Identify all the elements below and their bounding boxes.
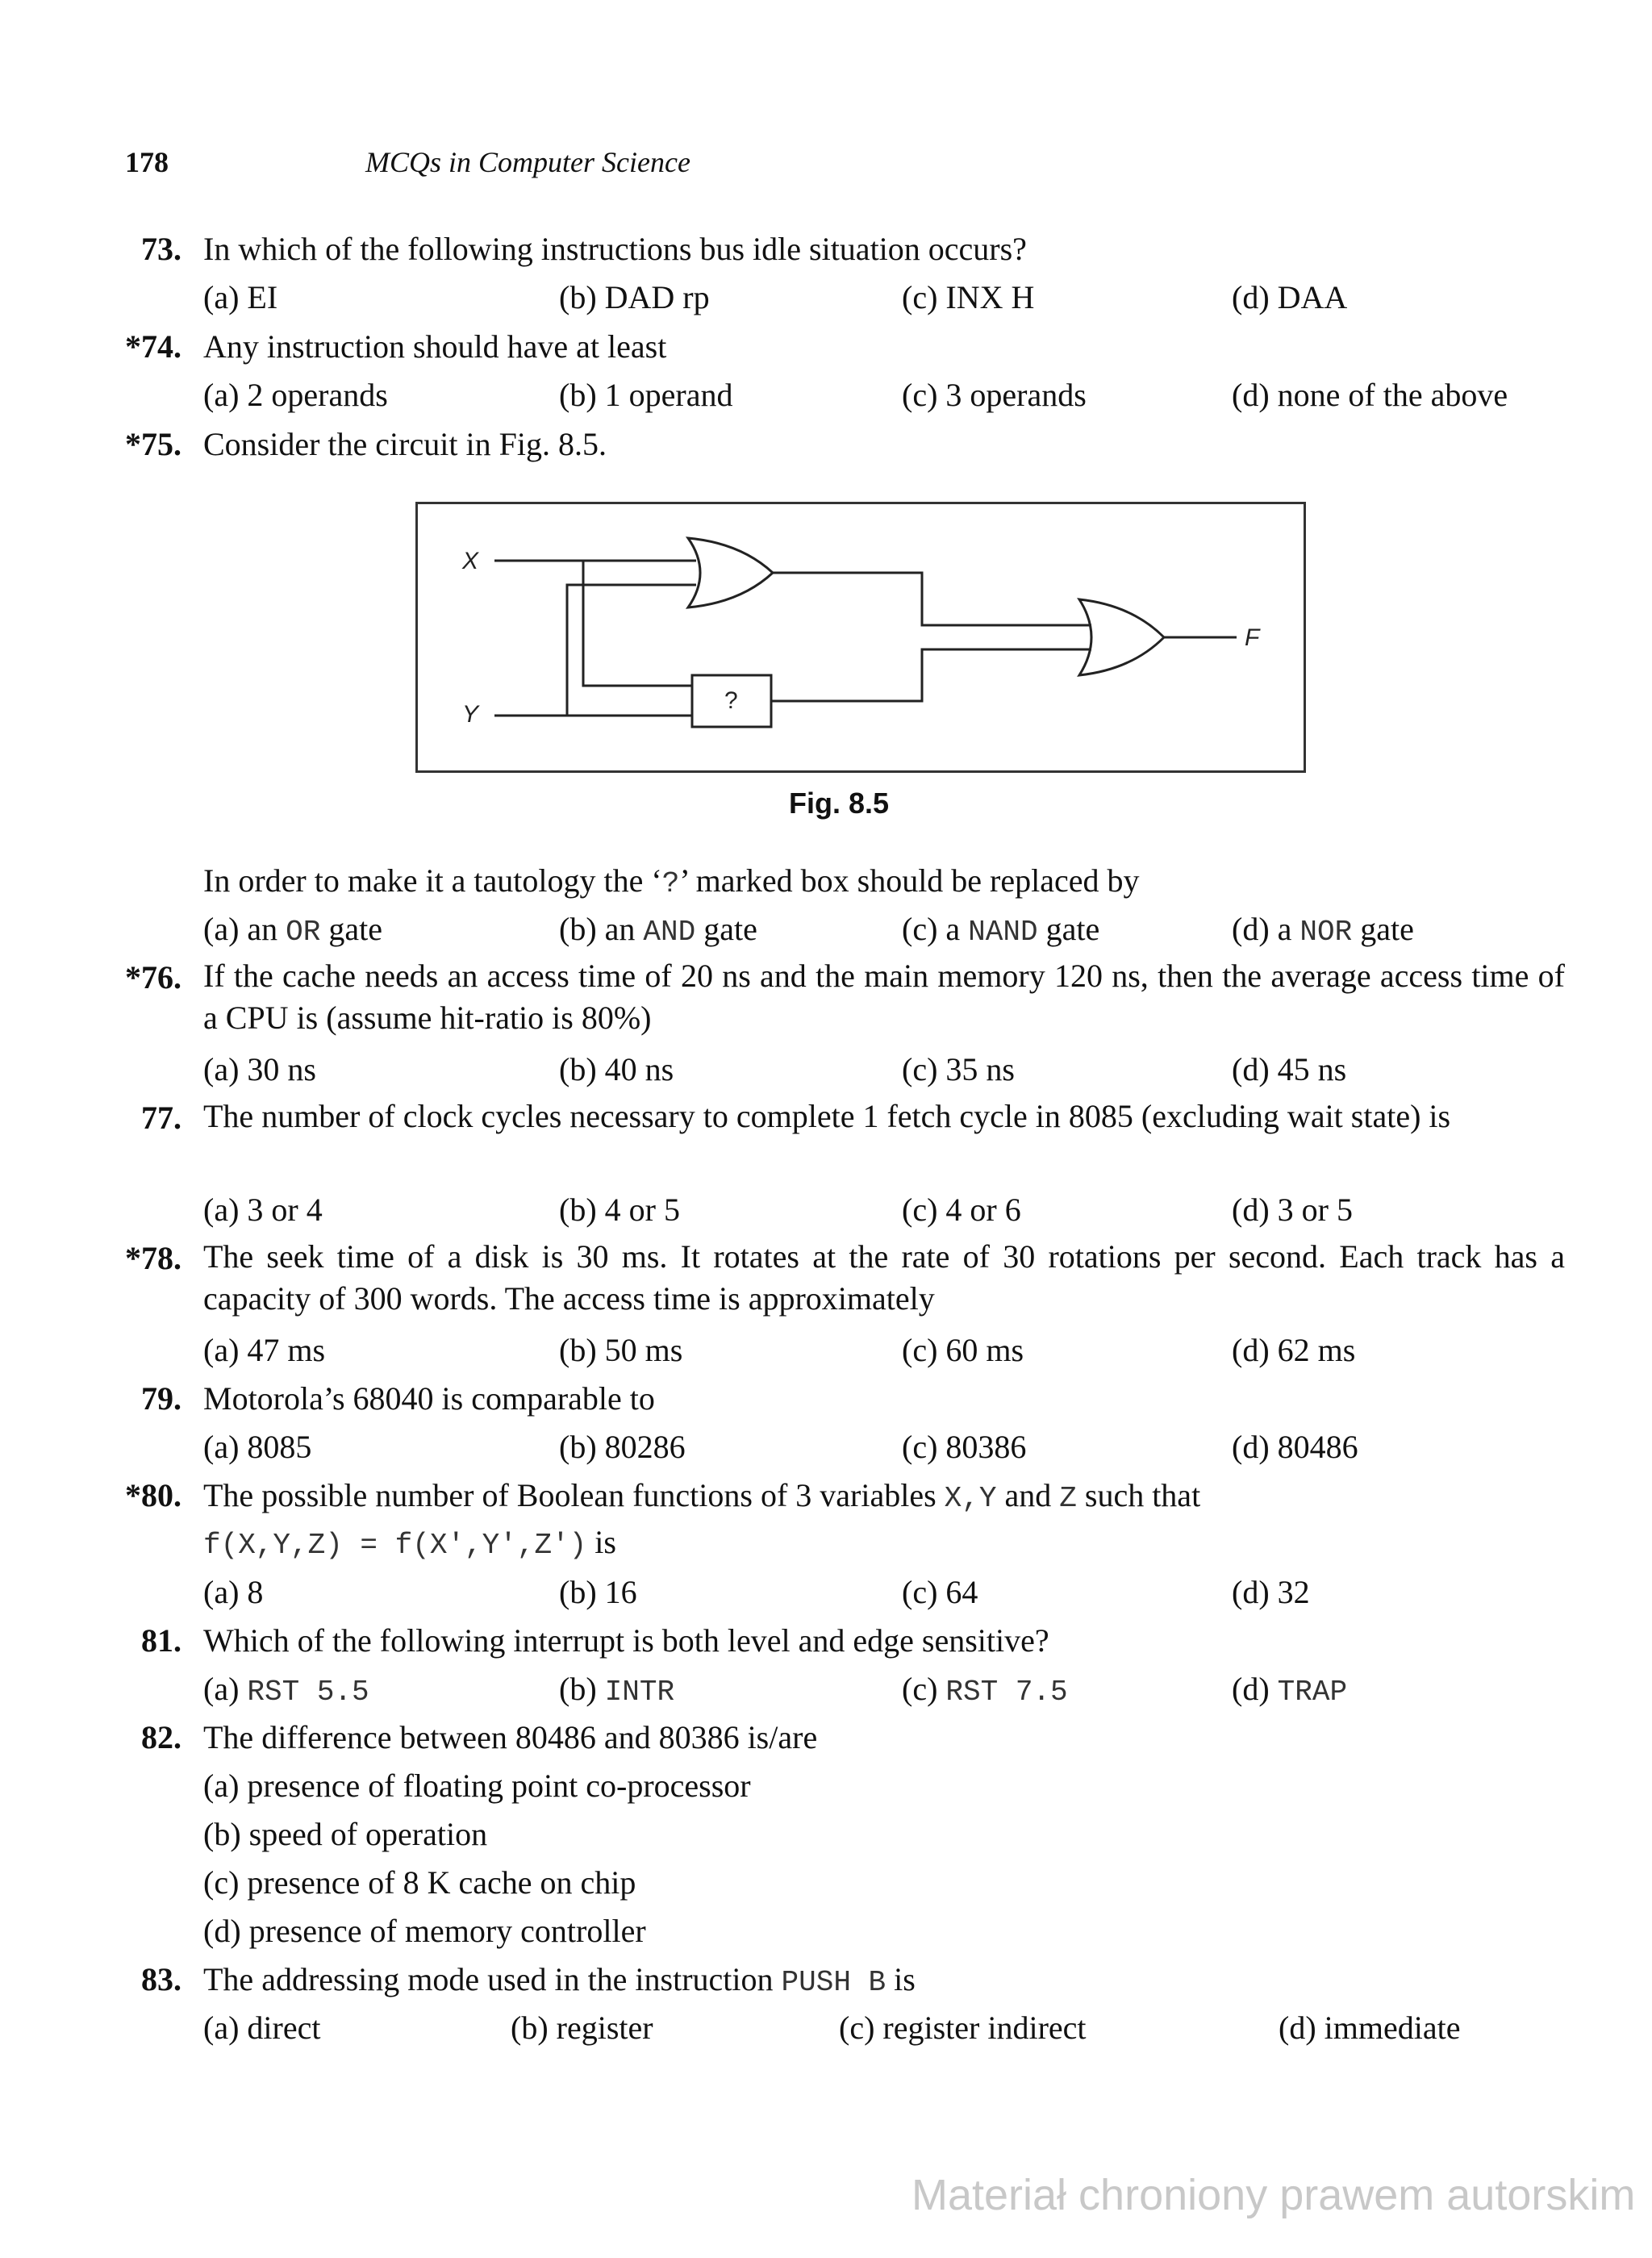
option-code: RST 7.5 [945,1676,1068,1709]
question-text [203,1476,1200,1515]
page-number: 178 [125,146,169,178]
option-code: INTR [604,1676,675,1709]
question-number: 83. [141,1961,181,1997]
variable-code: Z [1059,1482,1077,1515]
option-d [1232,910,1414,949]
option-a: (a) 2 operands [203,377,388,413]
question-text-part: The addressing mode used in the instruction [203,1961,782,1997]
option-c: (c) register indirect [839,2010,1087,2046]
option-b: (b) 1 operand [559,377,733,413]
question-text: The number of clock cycles necessary to complete 1 fetch cycle in 8085 (excluding wait state) is [203,1098,1451,1134]
option-a: (a) EI [203,279,278,315]
option-d: (d) 3 or 5 [1232,1192,1353,1228]
option-b: (b) speed of operation [203,1816,488,1852]
wire-y-branch [567,585,696,716]
question-number: 82. [141,1719,181,1755]
option-c: (c) INX H [902,279,1035,315]
option-a: (a) presence of floating point co-processor [203,1768,751,1804]
question-formula [203,1523,616,1562]
question-number: 77. [141,1100,181,1136]
question-prompt [203,862,1140,900]
option-label: (c) [902,1671,946,1707]
logic-circuit-diagram [418,504,1304,770]
option-a [203,910,382,949]
option-label: (d) [1232,1671,1278,1707]
option-label: gate [695,911,757,947]
question-number: *74. [125,328,181,365]
question-text-part: is [586,1524,616,1560]
option-c: (c) 3 operands [902,377,1087,413]
option-b: (b) register [511,2010,653,2046]
option-c: (c) 64 [902,1574,978,1610]
option-c: (c) 4 or 6 [902,1192,1021,1228]
option-d [1232,1670,1347,1709]
wire-or1-out [773,573,1091,625]
option-c: (c) presence of 8 K cache on chip [203,1864,636,1901]
option-b: (b) 80286 [559,1429,686,1465]
option-label: gate [1352,911,1414,947]
variable-code: Y [978,1482,997,1515]
figure-caption: Fig. 8.5 [789,787,890,820]
option-label: (b) [559,1671,605,1707]
option-a: (a) 8 [203,1574,264,1610]
option-label: (d) a [1232,911,1300,947]
option-label: (c) a [902,911,969,947]
question-number: *78. [125,1240,181,1276]
question-text-part: is [886,1961,916,1997]
question-text: The seek time of a disk is 30 ms. It rotates at the rate of 30 rotations per second. Each track has a capacity of 300 words. The access time is approximately [203,1238,1565,1317]
option-code: NOR [1299,916,1353,949]
book-title: MCQs in Computer Science [365,146,690,178]
option-a: (a) 3 or 4 [203,1192,323,1228]
question-text: The difference between 80486 and 80386 is/are [203,1719,818,1755]
option-label: gate [320,911,382,947]
option-b: (b) DAD rp [559,279,710,315]
wire-box-out [771,649,1091,701]
option-a: (a) direct [203,2010,321,2046]
question-number: 79. [141,1380,181,1417]
option-c: (c) 35 ns [902,1051,1015,1087]
option-d: (d) immediate [1279,2010,1461,2046]
option-a: (a) 8085 [203,1429,312,1465]
question-text: Any instruction should have at least [203,328,667,365]
option-c [902,910,1099,949]
option-a [203,1670,369,1709]
option-label: gate [1037,911,1100,947]
or-gate-2 [1079,599,1164,675]
option-a: (a) 47 ms [203,1332,326,1368]
question-text-part: and [996,1477,1060,1513]
option-b [559,910,757,949]
option-code: RST 5.5 [247,1676,369,1709]
option-b: (b) 40 ns [559,1051,674,1087]
option-b [559,1670,674,1709]
option-code: TRAP [1277,1676,1348,1709]
circuit-figure [415,502,1306,773]
question-number: *76. [125,959,181,995]
option-code: AND [643,916,696,949]
input-x-label: X [462,548,479,574]
question-text-part: such that [1076,1477,1201,1513]
option-d: (d) 80486 [1232,1429,1358,1465]
question-text [203,1960,916,1999]
input-y-label: Y [462,701,479,728]
question-text: Consider the circuit in Fig. 8.5. [203,426,607,462]
option-d: (d) 45 ns [1232,1051,1347,1087]
option-c: (c) 80386 [902,1429,1027,1465]
question-text-part: The possible number of Boolean functions of 3 variables [203,1477,945,1513]
option-label: (a) an [203,911,286,947]
question-number: 73. [141,231,181,267]
variable-code: X, [944,1482,979,1515]
question-number: *80. [125,1477,181,1513]
copyright-watermark: Materiał chroniony prawem autorskim [912,2171,1636,2219]
option-d: (d) presence of memory controller [203,1913,646,1949]
option-d: (d) DAA [1232,279,1348,315]
option-b: (b) 16 [559,1574,637,1610]
question-number: 81. [141,1622,181,1659]
option-d: (d) 32 [1232,1574,1310,1610]
wire-x-branch [583,561,692,686]
output-f-label: F [1245,624,1260,651]
question-text: Motorola’s 68040 is comparable to [203,1380,655,1417]
option-d: (d) 62 ms [1232,1332,1356,1368]
option-a: (a) 30 ns [203,1051,316,1087]
option-c: (c) 60 ms [902,1332,1024,1368]
question-number: *75. [125,426,181,462]
option-c [902,1670,1068,1709]
option-code: OR [286,916,321,949]
prompt-code: ? [661,867,680,900]
prompt-text: ’ marked box should be replaced by [679,862,1140,899]
instruction-code: PUSH B [781,1966,886,1999]
unknown-gate-label: ? [724,687,738,714]
prompt-text: In order to make it a tautology the ‘ [203,862,662,899]
question-text: If the cache needs an access time of 20 ns and the main memory 120 ns, then the average access time of a CPU is (assume hit-ratio is 80%) [203,958,1565,1036]
option-d: (d) none of the above [1232,377,1508,413]
option-b: (b) 4 or 5 [559,1192,680,1228]
question-text: In which of the following instructions bus idle situation occurs? [203,231,1027,267]
or-gate-1 [688,538,773,607]
option-code: NAND [968,916,1038,949]
option-b: (b) 50 ms [559,1332,683,1368]
option-label: (a) [203,1671,248,1707]
option-label: (b) an [559,911,644,947]
question-text: Which of the following interrupt is both level and edge sensitive? [203,1622,1049,1659]
formula-code: f(X,Y,Z) = f(X′,Y′,Z′) [203,1529,587,1562]
